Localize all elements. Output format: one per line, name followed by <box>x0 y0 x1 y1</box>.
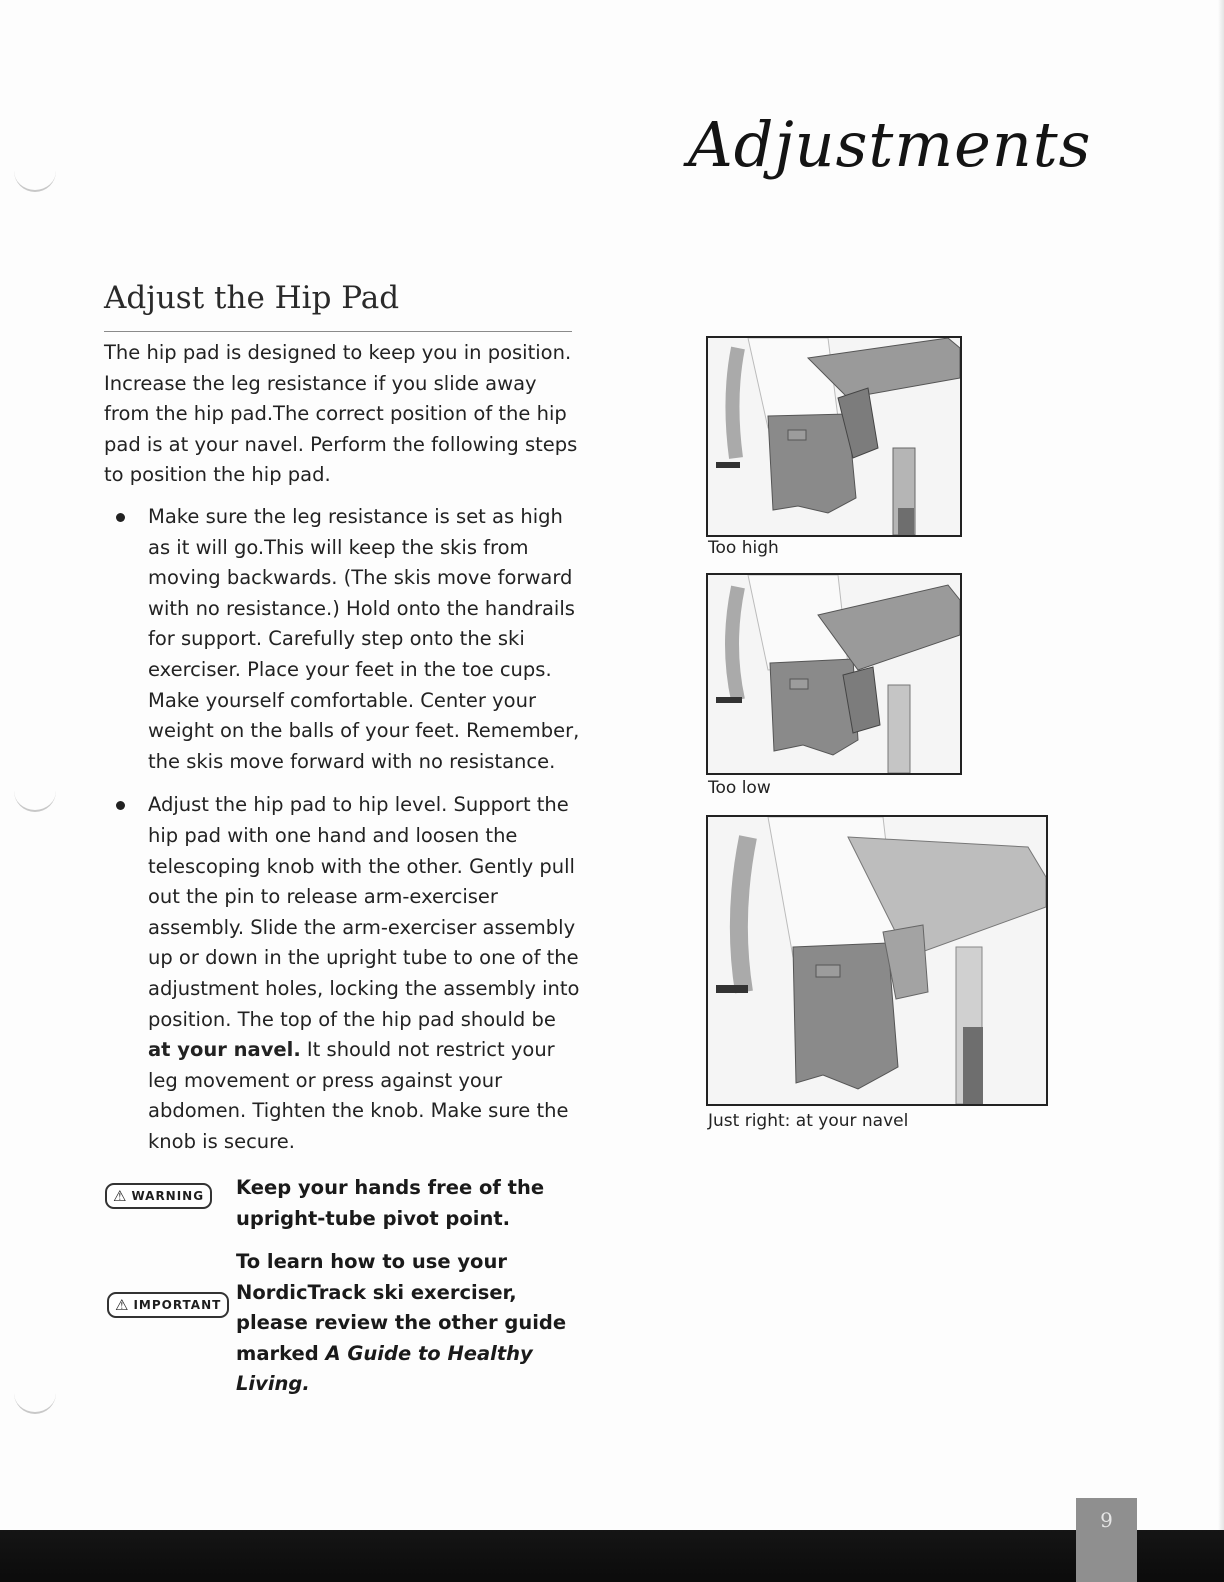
warning-badge-label: WARNING <box>131 1189 205 1203</box>
illustration-hip-pad-too-low <box>708 575 960 773</box>
section-title: Adjust the Hip Pad <box>104 280 400 316</box>
figure-caption: Too low <box>708 778 771 798</box>
illustration-hip-pad-too-high <box>708 338 960 535</box>
bullet-icon <box>116 513 125 522</box>
step-text: Make sure the leg resistance is set as high as it will go.This will keep the skis from moving backwards. (The skis move forward with no resistance.) Hold onto the handrails for support. Carefully step onto the ski exerciser. Place your feet in the toe cups. Make yourself comfortable. Center your weight on the balls of your feet. Remember, the skis move forward with no resistance. <box>148 505 580 773</box>
bullet-icon <box>116 801 125 810</box>
important-note-text: To learn how to use your NordicTrack ski exerciser, please review the other guide marked <box>236 1250 567 1365</box>
important-badge <box>107 1292 229 1318</box>
binder-hole-mark <box>14 160 56 192</box>
important-badge-label: IMPORTANT <box>133 1298 222 1312</box>
illustration-hip-pad-just-right <box>708 817 1046 1104</box>
important-note <box>236 1247 576 1400</box>
step-text: It should not restrict your leg movement or press against your abdomen. Tighten the knob. Make sure the knob is secure. <box>148 1038 569 1153</box>
page-title: Adjustments <box>688 108 1092 181</box>
warning-triangle-icon: ⚠ <box>113 1187 128 1205</box>
figure-too-high <box>706 336 962 537</box>
figure-too-low <box>706 573 962 775</box>
page-edge <box>1218 0 1224 1530</box>
intro-paragraph: The hip pad is designed to keep you in position. Increase the leg resistance if you slide away from the hip pad.The correct position of the hip pad is at your navel. Perform the following steps to position the hip pad. <box>104 341 578 487</box>
step-text: Adjust the hip pad to hip level. Support the hip pad with one hand and loosen the telescoping knob with the other. Gently pull out the pin to release arm-exerciser assembly. Slide the arm-exerciser assembly up or down in the upright tube to one of the adjustment holes, locking the assembly into position. The top of the hip pad should be <box>148 793 580 1031</box>
warning-badge <box>105 1183 212 1209</box>
figure-just-right <box>706 815 1048 1106</box>
warning-note: Keep your hands free of the upright-tube pivot point. <box>236 1176 545 1230</box>
warning-triangle-icon: ⚠ <box>115 1296 130 1314</box>
binder-hole-mark <box>14 1382 56 1414</box>
guide-title: A Guide to Healthy Living. <box>236 1341 533 1396</box>
footer-bar <box>0 1530 1224 1582</box>
binder-hole-mark <box>14 780 56 812</box>
step-item <box>112 790 584 1157</box>
page-number: 9 <box>1076 1498 1137 1582</box>
step-emphasis: at your navel. <box>148 1038 301 1062</box>
step-item <box>112 502 584 777</box>
section-divider <box>104 331 572 332</box>
step-list <box>112 502 584 1170</box>
figure-caption: Just right: at your navel <box>708 1111 909 1131</box>
figure-caption: Too high <box>708 538 779 558</box>
